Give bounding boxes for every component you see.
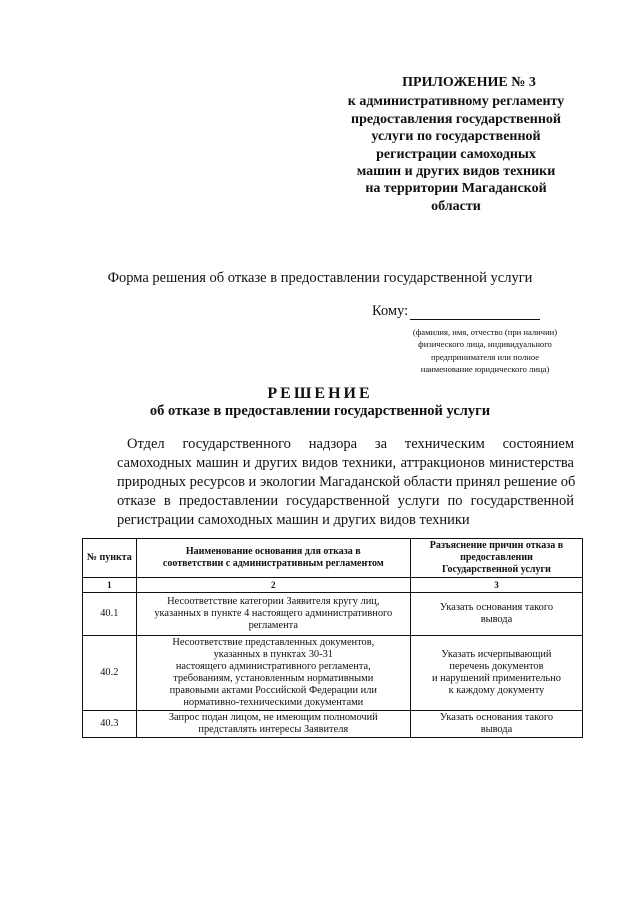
- body-line: Отдел государственного надзора за техническим состоянием: [127, 436, 574, 452]
- ground-cell: Запрос подан лицом, не имеющим полномочий представлять интересы Заявителя: [136, 711, 410, 738]
- column-number: 1: [83, 578, 137, 593]
- appendix-line: машин и других видов техники: [356, 164, 556, 180]
- appendix-header: [330, 74, 582, 215]
- column-number-row: [83, 578, 583, 593]
- body-line: самоходных машин и других видов техники, аттракционов министерства: [117, 455, 574, 471]
- decision-body: [117, 435, 574, 530]
- recipient-hint-line: (фамилия, имя, отчество (при наличии): [412, 327, 558, 337]
- appendix-line: на территории Магаданской: [365, 181, 547, 197]
- form-title: Форма решения об отказе в предоставлении государственной услуги: [107, 270, 533, 286]
- recipient-hint: [395, 326, 575, 376]
- decision-title: РЕШЕНИЕ: [267, 385, 373, 402]
- appendix-line: предоставления государственной: [351, 111, 561, 127]
- appendix-line: к административному регламенту: [347, 94, 565, 110]
- explanation-cell: Указать основания такого вывода: [410, 593, 582, 636]
- item-number-cell: 40.3: [83, 711, 137, 738]
- ground-cell: Несоответствие категории Заявителя кругу лиц, указанных в пункте 4 настоящего административного регламента: [136, 593, 410, 636]
- recipient-label: Кому:: [372, 303, 409, 319]
- recipient-line: [372, 303, 540, 320]
- appendix-line: услуги по государственной: [371, 129, 541, 145]
- recipient-hint-line: наименование юридического лица): [420, 364, 550, 375]
- body-line: природных ресурсов и экологии Магаданской области принял решение об: [117, 474, 576, 490]
- column-number: 2: [136, 578, 410, 593]
- header-explanation: Разъяснение причин отказа в предоставлении Государственной услуги: [410, 539, 582, 578]
- recipient-blank-field: [410, 305, 540, 320]
- explanation-cell: Указать исчерпывающий перечень документов и нарушений применительно к каждому документу: [410, 636, 582, 711]
- table-header-row: [83, 539, 583, 578]
- column-number: 3: [410, 578, 582, 593]
- explanation-cell: Указать основания такого вывода: [410, 711, 582, 738]
- refusal-grounds-table: [82, 538, 583, 738]
- header-item-number: № пункта: [83, 539, 137, 578]
- table-row: [83, 593, 583, 636]
- appendix-line: области: [431, 198, 481, 214]
- recipient-hint-line: физического лица, индивидуального: [418, 339, 552, 350]
- appendix-line: регистрации самоходных: [376, 146, 536, 162]
- item-number-cell: 40.1: [83, 593, 137, 636]
- body-line: регистрации самоходных машин и других видов техники: [117, 512, 470, 528]
- appendix-title: ПРИЛОЖЕНИЕ № 3: [402, 75, 536, 90]
- header-ground-name: Наименование основания для отказа в соответствии с административным регламентом: [136, 539, 410, 578]
- table-row: [83, 711, 583, 738]
- item-number-cell: 40.2: [83, 636, 137, 711]
- recipient-hint-line: предпринимателя или полное: [430, 351, 540, 362]
- ground-cell: Несоответствие представленных документов, указанных в пунктах 30-31 настоящего административного регламента, требованиям, установленным нормативными правовыми актами Российской Федерации или нормативно-техническими документами: [136, 636, 410, 711]
- decision-subtitle: об отказе в предоставлении государственной услуги: [149, 403, 491, 419]
- table-row: [83, 636, 583, 711]
- body-line: отказе в предоставлении государственной услуги по государственной: [117, 493, 574, 509]
